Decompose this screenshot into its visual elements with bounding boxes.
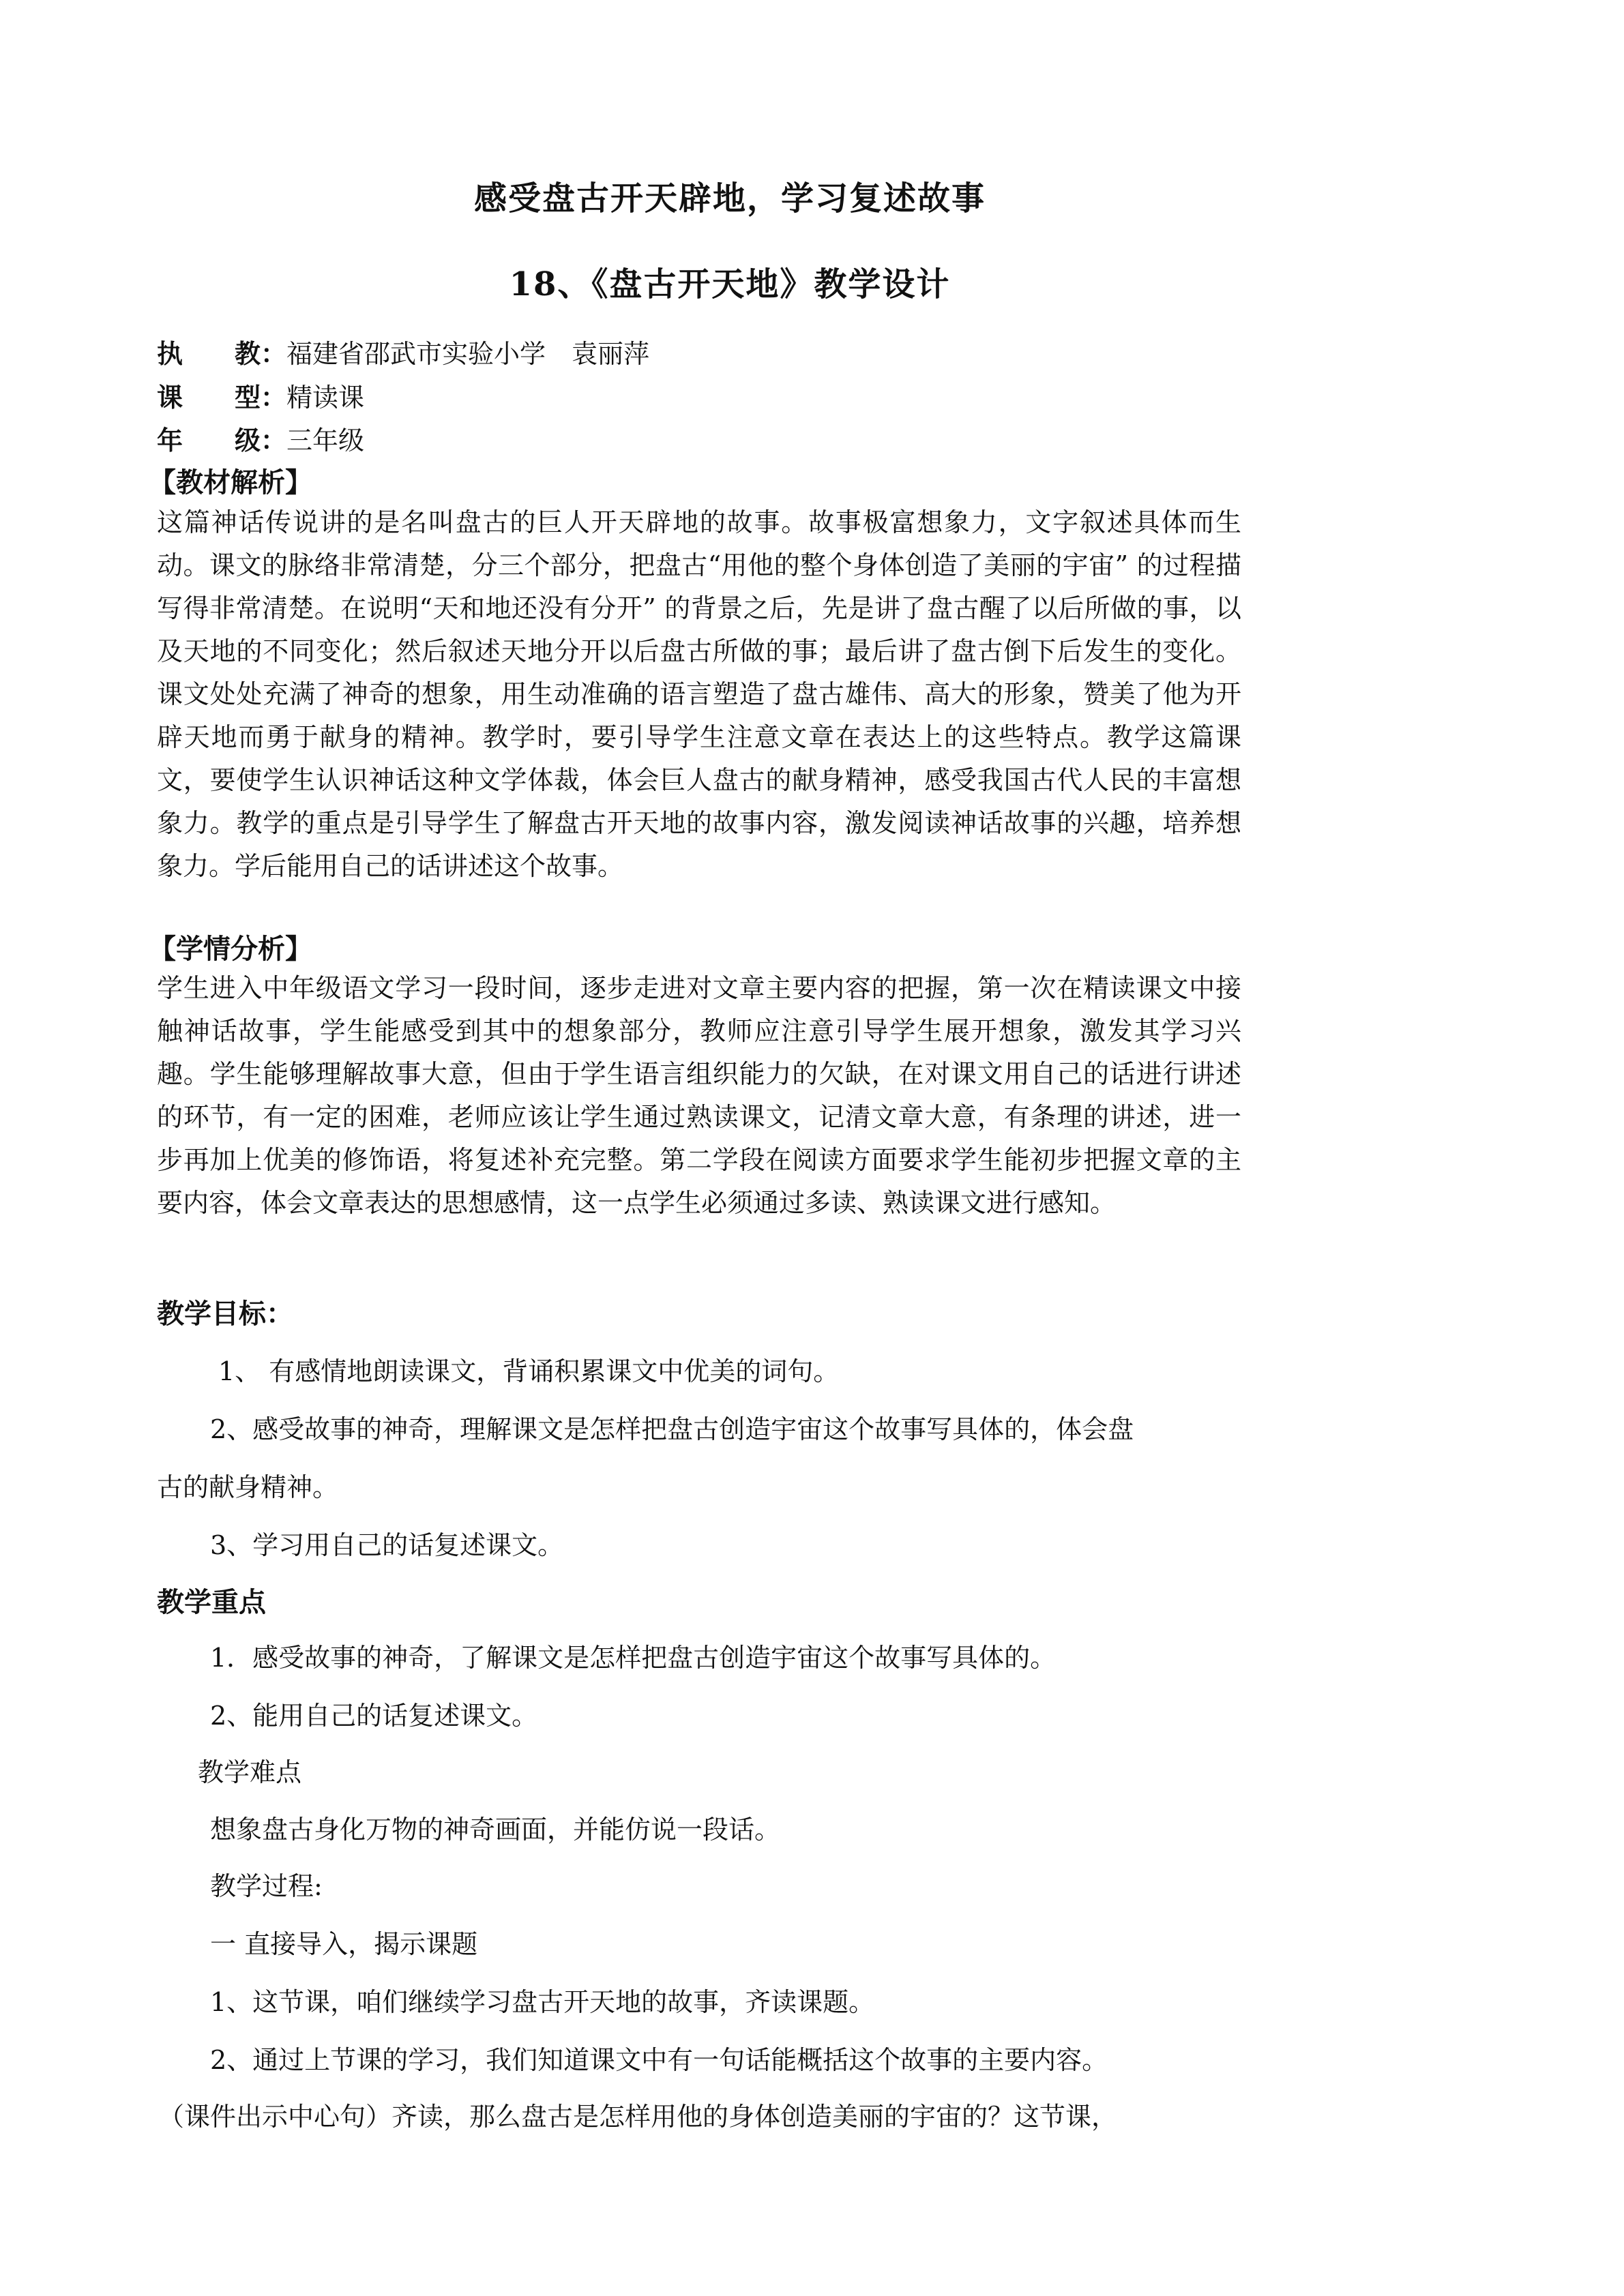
difficulty-text: 想象盘古身化万物的神奇画面，并能仿说一段话。 [210, 1815, 781, 1845]
document-subtitle: 18、《盘古开天地》教学设计 [509, 265, 951, 303]
difficulty-heading: 教学难点 [198, 1757, 302, 1787]
process-line-2: 2、通过上节课的学习，我们知道课文中有一句话能概括这个故事的主要内容。 [210, 2045, 1108, 2075]
section-heading-students: 【学情分析】 [149, 933, 312, 965]
meta-lesson-type-key: 课 型： [157, 382, 287, 413]
section-text-textbook: 这篇神话传说讲的是名叫盘古的巨人开天辟地的故事。故事极富想象力，文字叙述具体而生动。课文的脉络非常清楚，分三个部分，把盘古“用他的整个身体创造了美丽的宇宙” 的过程描写得非常清楚。在说明“天和地还没有分开” 的背景之后，先是讲了盘古醒了以后所做的事，以及天地的不同变化；然后叙述天地分开以后盘古所做的事；最后讲了盘古倒下后发生的变化。课文处处充满了神奇的想象，用生动准确的语言塑造了盘古雄伟、高大的形象，赞美了他为开辟天地而勇于献身的精神。教学时，要引导学生注意文章在表达上的这些特点。教学这篇课文，要使学生认识神话这种文学体裁，体会巨人盘古的献身精神，感受我国古代人民的丰富想象力。教学的重点是引导学生了解盘古开天地的故事内容，激发阅读神话故事的兴趣，培养想象力。学后能用自己的话讲述这个故事。 [157, 507, 1241, 881]
goal-item-1: 1、 有感情地朗读课文，背诵积累课文中优美的词句。 [218, 1356, 840, 1386]
goal-item-3: 3、学习用自己的话复述课文。 [210, 1530, 564, 1560]
meta-lesson-type-value: 精读课 [286, 383, 365, 413]
process-step-1: 一 直接导入，揭示课题 [210, 1929, 478, 1959]
meta-teacher-value: 福建省邵武市实验小学 袁丽萍 [286, 339, 650, 369]
section-text-students: 学生进入中年级语文学习一段时间，逐步走进对文章主要内容的把握，第一次在精读课文中接触神话故事，学生能感受到其中的想象部分，教师应注意引导学生展开想象，激发其学习兴趣。学生能够理解故事大意，但由于学生语言组织能力的欠缺，在对课文用自己的话进行讲述的环节，有一定的困难，老师应该让学生通过熟读课文，记清文章大意，有条理的讲述，进一步再加上优美的修饰语，将复述补充完整。第二学段在阅读方面要求学生能初步把握文章的主要内容，体会文章表达的思想感情，这一点学生必须通过多读、熟读课文进行感知。 [157, 973, 1241, 1218]
goal-item-2-cont: 古的献身精神。 [157, 1472, 339, 1502]
document-title: 感受盘古开天辟地，学习复述故事 [473, 179, 986, 218]
process-heading: 教学过程: [210, 1871, 323, 1901]
process-line-3: （课件出示中心句）齐读，那么盘古是怎样用他的身体创造美丽的宇宙的？这节课， [158, 2102, 1118, 2132]
goals-heading: 教学目标： [157, 1298, 293, 1330]
goal-item-2: 2、感受故事的神奇，理解课文是怎样把盘古创造宇宙这个故事写具体的，体会盘 [210, 1414, 1134, 1444]
key-point-2: 2、能用自己的话复述课文。 [210, 1701, 538, 1731]
key-point-1: 1．感受故事的神奇，了解课文是怎样把盘古创造宇宙这个故事写具体的。 [210, 1643, 1057, 1673]
meta-teacher-key: 执 教： [157, 338, 287, 369]
meta-grade-value: 三年级 [286, 426, 365, 456]
section-heading-textbook: 【教材解析】 [149, 466, 312, 498]
meta-grade [157, 419, 364, 457]
meta-teacher [157, 333, 649, 370]
meta-lesson-type [157, 376, 364, 414]
key-points-heading: 教学重点 [157, 1586, 266, 1618]
process-line-1: 1、这节课，咱们继续学习盘古开天地的故事，齐读课题。 [210, 1987, 875, 2017]
meta-grade-key: 年 级： [157, 425, 287, 456]
